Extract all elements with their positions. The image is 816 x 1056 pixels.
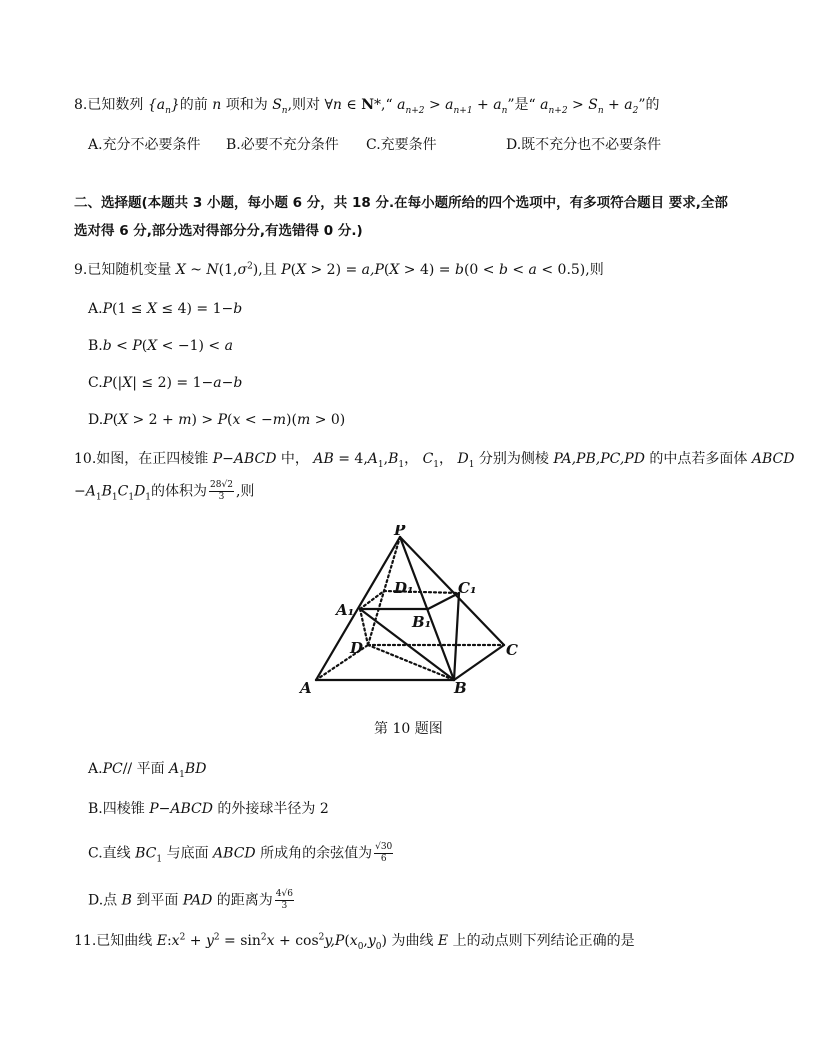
q10-option-b: B.四棱锥 P−ABCD 的外接球半径为 2 [88,801,329,817]
label-d1: D₁ [394,579,414,597]
cosine-fraction: $\frac{√30}{6}$ [375,842,393,864]
question-11: 11.已知曲线 $E:x^2 + y^2 = \sin^2x + \cos^2y,P(x_0,y_0)$ 为曲线 E 上的动点则下列结论正确的是 [74,932,635,952]
q9-option-c: C.P(|X| ≤ 2) = 1−a−b [88,375,243,391]
q10-option-d: D.点 B 到平面 PAD 的距离为 $\frac{4√6}{3}$ [88,889,293,911]
label-c1: C₁ [458,579,477,597]
pyramid-figure [296,525,526,705]
label-b1: B₁ [412,613,432,631]
q9-option-a: A.P(1 ≤ X ≤ 4) = 1−b [88,301,243,317]
q8-option-c: C.充要条件 [366,137,437,153]
q10-option-c: C.直线 $BC_1$ 与底面 ABCD 所成角的余弦值为 $\frac{√30}{6}$ [88,842,393,865]
q8-option-d: D.既不充分也不必要条件 [506,137,662,153]
q8-option-a: A.充分不必要条件 [88,137,201,153]
label-c: C [506,641,518,659]
question-10-line1: 10.如图，在正四棱锥 P−ABCD 中， AB = $4,A_1,B_1$， $C_1$， $D_1$ 分别为侧棱 PA,PB,PC,PD 的中点若多面体 ABCD [74,451,795,470]
edge-db [368,645,454,680]
label-d: D [350,639,364,657]
section-2-header-line2: 选对得 6 分,部分选对得部分分,有选错得 0 分.) [74,223,363,239]
volume-fraction: $\frac{28√2}{3}$ [210,480,233,502]
label-a: A [300,679,312,697]
question-8: 8.已知数列 $\{a_n\}$的前 n 项和为 $S_n$,则对 ∀n ∈ N*,“ $a_{n+2} > a_{n+1} + a_n$”是“ $a_{n+2} > S_n + a_2$”的 [74,97,660,116]
q10-option-a: A.PC// 平面 $A_1BD$ [88,761,207,780]
question-10-line2: $-A_1B_1C_1D_1$的体积为 $\frac{28√2}{3}$ ,则 [74,480,255,503]
edge-c1b [454,593,459,680]
figure-caption: 第 10 题图 [374,721,443,737]
label-a1: A₁ [336,601,355,619]
label-b: B [454,679,467,697]
distance-fraction: $\frac{4√6}{3}$ [275,889,293,911]
edge-b1c1 [428,593,459,609]
label-p: P [394,525,406,539]
q9-option-b: B.b < P(X < −1) < a [88,338,233,354]
q9-option-d: D.P(X > 2 + m) > P(x < −m)(m > 0) [88,412,346,428]
question-9: 9.已知随机变量 X ~ $N(1,\sigma^2)$,且 P(X > 2) = a,P(X > 4) = b(0 < b < a < 0.5),则 [74,261,604,278]
q8-option-b: B.必要不充分条件 [226,137,339,153]
section-2-header-line1: 二、选择题(本题共 3 小题，每小题 6 分，共 18 分.在每小题所给的四个选项中，有多项符合题目 要求,全部 [74,195,728,211]
edge-bc [454,645,504,680]
